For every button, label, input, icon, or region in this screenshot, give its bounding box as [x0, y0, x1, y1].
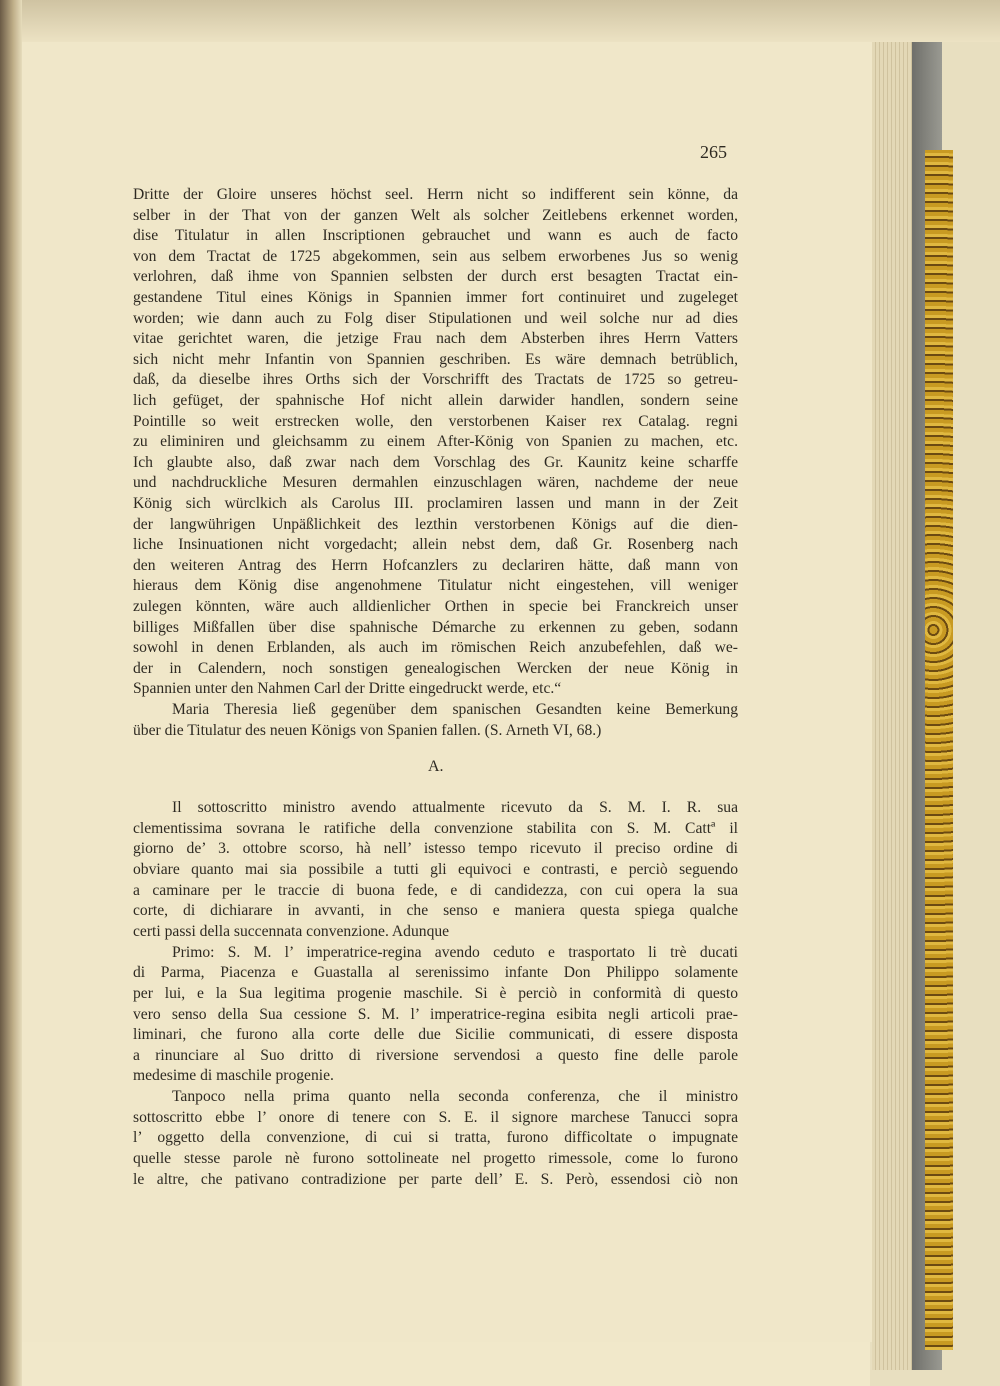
text-line: vero senso della Sua cessione S. M. l’ imperatrice-regina esibita negli articoli prae- — [133, 1005, 738, 1023]
text-line: liminari, che furono alla corte delle due Sicilie communicati, di essere disposta — [133, 1026, 738, 1044]
text-line: gestandene Titul eines Königs in Spannien immer fort continuiret und zugeleget — [133, 289, 738, 306]
text-line: Tanpoco nella prima quanto nella seconda conferenza, che il ministro — [172, 1088, 738, 1106]
page-stack-edge — [872, 40, 912, 1370]
text-line: den weiteren Antrag des Herrn Hofcanzlers zu declariren hätte, daß mann von — [133, 556, 738, 574]
text-line: di Parma, Piacenza e Guastalla al serenissimo infante Don Philippo solamente — [133, 964, 738, 982]
text-line: selber in der That von der ganzen Welt als solcher Zeitlebens erkennet worden, — [133, 206, 738, 224]
page-number: 265 — [700, 142, 727, 162]
text-line: billiges Mißfallen über dise spahnische Démarche zu erkennen zu geben, sodann — [133, 618, 738, 636]
text-line: Spannien unter den Nahmen Carl der Dritte eingedruckt werde, etc.“ — [133, 680, 562, 698]
text-line: verlohren, daß ihme von Spannien selbsten der durch erst besagten Tractat ein- — [133, 268, 738, 286]
text-line: König sich würclkich als Carolus III. proclamiren lassen und mann in der Zeit — [133, 495, 738, 512]
text-line: der in Calendern, noch sonstigen genealogischen Wercken der neue König in — [133, 659, 738, 677]
text-line: und nachdruckliche Mesuren dermahlen einzuschlagen wären, nachdeme der neue — [133, 474, 738, 492]
text-line: der langwührigen Unpäßlichkeit des lezthin verstorbenen Königs auf die dien- — [133, 515, 738, 533]
text-line: certi passi della succennata convenzione. Adunque — [133, 922, 450, 940]
text-line: über die Titulatur des neuen Königs von Spanien fallen. (S. Arneth VI, 68.) — [133, 721, 602, 739]
text-line: sowohl in denen Erblanden, als auch im römischen Reich anzubefehlen, daß we- — [133, 639, 738, 657]
text-line: sich nicht mehr Infantin von Spannien geschriben. Es wäre demnach betrüblich, — [133, 350, 738, 368]
text-line: hieraus dem König dise angenohmene Titulatur nicht eingestehen, vill weniger — [133, 577, 738, 595]
text-line: giorno de’ 3. ottobre scorso, hà nell’ istesso tempo ricevuto il preciso ordine di — [133, 840, 738, 858]
text-line: sottoscritto ebbe l’ onore di tenere con S. E. il signore marchese Tanucci sopra — [133, 1108, 738, 1126]
text-line: corte, di dichiarare in avvanti, in che senso e maniera questa spiega qualche — [133, 902, 738, 920]
top-page-edge — [0, 0, 1000, 42]
text-line: a rinunciare al Suo dritto di riversione servendosi a questo fine delle parole — [133, 1046, 738, 1064]
text-line: worden; wie dann auch zu Folg diser Stipulationen und weil solche nur ad dies — [133, 309, 738, 327]
text-line: quelle stesse parole nè furono sottolineate nel progetto rimessole, come lo furono — [133, 1150, 738, 1168]
text-line: a caminare per le traccie di buona fede, e di candidezza, con cui opera la sua — [133, 881, 738, 899]
text-line: zu eliminiren und gleichsamm zu einem After-König von Spanien zu machen, etc. — [133, 433, 738, 451]
marbled-edge — [925, 150, 953, 1350]
text-line: Il sottoscritto ministro avendo attualmente ricevuto da S. M. I. R. sua — [172, 799, 738, 816]
text-line: zulegen könnten, wäre auch alldienlicher Orthen in specie bei Franckreich unser — [133, 598, 738, 615]
text-line: l’ oggetto della convenzione, di cui si tratta, furono difficoltate o impugnate — [133, 1129, 738, 1147]
text-line: clementissima sovrana le ratifiche della convenzione stabilita con S. M. Cattª il — [133, 819, 738, 837]
text-line: daß, da dieselbe ihres Orths sich der Vorschrifft des Tractats de 1725 so getreu- — [133, 371, 738, 389]
section-heading: A. — [428, 758, 444, 775]
text-line: vitae gerichtet waren, die jetzige Frau nach dem Absterben ihres Herrn Vatters — [133, 330, 738, 348]
text-line: Maria Theresia ließ gegenüber dem spanischen Gesandten keine Bemerkung — [172, 701, 738, 718]
text-line: von dem Tractat de 1725 abgekommen, sein aus selbem erworbenes Jus so wenig — [133, 247, 738, 265]
text-line: Primo: S. M. l’ imperatrice-regina avendo ceduto e trasportato li trè ducati — [172, 943, 738, 961]
text-line: liche Insinuationen nicht vorgedacht; allein nebst dem, daß Gr. Rosenberg nach — [133, 536, 738, 554]
left-page-edge — [0, 0, 22, 1386]
text-line: per lui, e la Sua legitima progenie maschile. Si è perciò in conformità di questo — [133, 984, 738, 1002]
text-line: Pointille so weit erstrecken wolle, den verstorbenen Kaiser rex Catalag. regni — [133, 412, 738, 430]
text-line: le altre, che pativano contradizione per parte dell’ E. S. Però, essendosi ciò non — [133, 1170, 738, 1188]
text-line: medesime di maschile progenie. — [133, 1067, 334, 1085]
text-line: Dritte der Gloire unseres höchst seel. Herrn nicht so indifferent sein könne, da — [133, 186, 738, 203]
text-line: obviare quanto mai sia possibile a tutti gli equivoci e contrasti, e perciò seguendo — [133, 860, 738, 878]
text-line: Ich glaubte also, daß zwar nach dem Vorschlag des Gr. Kaunitz keine scharffe — [133, 453, 738, 471]
text-line: dise Titulatur in allen Inscriptionen gebrauchet und wann es auch de facto — [133, 227, 738, 245]
text-line: lich gefüget, der spahnische Hof nicht allein darwider handlen, sondern seine — [133, 392, 738, 409]
